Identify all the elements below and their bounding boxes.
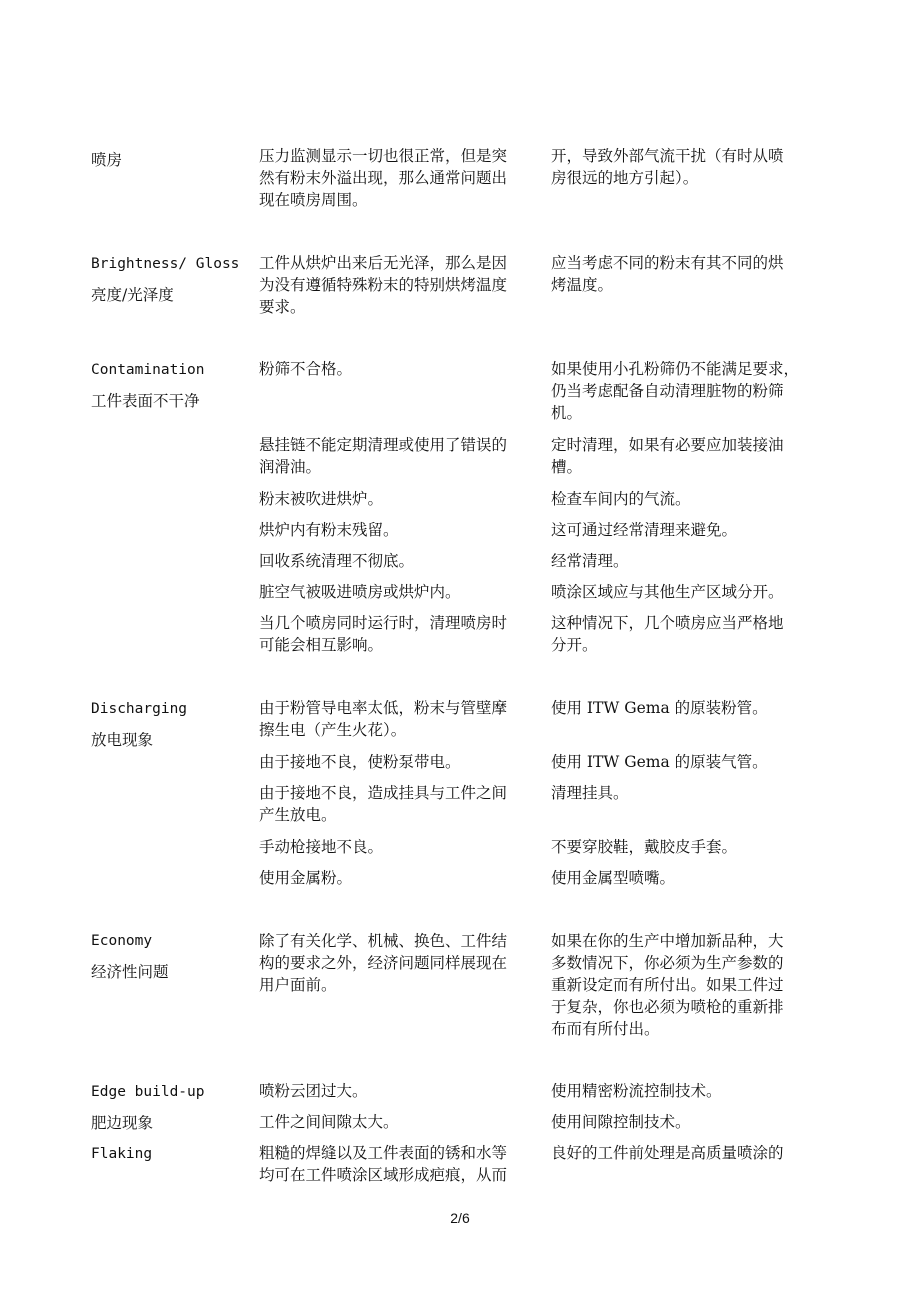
row-0-label: 喷房	[91, 151, 123, 169]
row-9-cause-line-1: 由于粉管导电率太低，粉末与管壁摩	[259, 699, 508, 717]
row-17-label-en: Flaking	[91, 1146, 153, 1162]
row-15-remedy: 使用精密粉流控制技术。	[551, 1082, 722, 1100]
row-14-label-cn: 经济性问题	[91, 963, 169, 981]
row-12-remedy: 不要穿胶鞋，戴胶皮手套。	[551, 838, 738, 856]
row-9-label-cn: 放电现象	[91, 731, 154, 749]
row-17-cause-line-2: 均可在工件喷涂区域形成疤痕，从而	[259, 1166, 508, 1184]
row-2-cause-line-1: 粉筛不合格。	[259, 360, 353, 378]
row-7-remedy: 喷涂区域应与其他生产区域分开。	[551, 583, 784, 601]
row-16-label-cn: 肥边现象	[91, 1114, 154, 1132]
row-16-cause: 工件之间间隙太大。	[259, 1113, 399, 1131]
row-14-remedy-line-5: 布而有所付出。	[551, 1020, 660, 1038]
row-0-cause-line-1: 压力监测显示一切也很正常，但是突	[259, 147, 508, 165]
row-9-remedy: 使用 ITW Gema 的原装粉管。	[551, 699, 768, 717]
row-17-remedy-line-1: 良好的工件前处理是高质量喷涂的	[551, 1144, 784, 1162]
row-6-cause: 回收系统清理不彻底。	[259, 552, 415, 570]
row-8-cause-line-2: 可能会相互影响。	[259, 636, 384, 654]
row-10-remedy: 使用 ITW Gema 的原装气管。	[551, 753, 768, 771]
row-0-remedy-line-1: 开，导致外部气流干扰（有时从喷	[551, 147, 784, 165]
row-3-cause-line-1: 悬挂链不能定期清理或使用了错误的	[259, 436, 508, 454]
row-11-remedy: 清理挂具。	[551, 784, 629, 802]
row-4-remedy: 检查车间内的气流。	[551, 490, 691, 508]
row-3-cause-line-2: 润滑油。	[259, 458, 322, 476]
row-14-remedy-line-2: 多数情况下，你必须为生产参数的	[551, 954, 784, 972]
row-2-remedy-line-1: 如果使用小孔粉筛仍不能满足要求，	[551, 360, 800, 378]
row-17-cause-line-1: 粗糙的焊缝以及工件表面的锈和水等	[259, 1144, 508, 1162]
row-16-remedy: 使用间隙控制技术。	[551, 1113, 691, 1131]
row-1-remedy-line-1: 应当考虑不同的粉末有其不同的烘	[551, 254, 784, 272]
row-5-cause: 烘炉内有粉末残留。	[259, 521, 399, 539]
row-8-remedy-line-2: 分开。	[551, 636, 598, 654]
row-1-cause-line-1: 工件从烘炉出来后无光泽，那么是因	[259, 254, 508, 272]
row-14-label-en: Economy	[91, 933, 153, 949]
row-5-remedy: 这可通过经常清理来避免。	[551, 521, 738, 539]
row-13-cause: 使用金属粉。	[259, 869, 353, 887]
row-12-cause: 手动枪接地不良。	[259, 838, 384, 856]
row-14-remedy-line-4: 于复杂，你也必须为喷枪的重新排	[551, 998, 784, 1016]
row-2-remedy-line-3: 机。	[551, 404, 583, 422]
row-11-cause-line-2: 产生放电。	[259, 806, 337, 824]
row-7-cause: 脏空气被吸进喷房或烘炉内。	[259, 583, 461, 601]
row-1-label-cn: 亮度/光泽度	[91, 286, 174, 304]
row-9-cause-line-2: 擦生电（产生火花）。	[259, 721, 407, 739]
row-4-cause: 粉末被吹进烘炉。	[259, 490, 384, 508]
row-1-remedy-line-2: 烤温度。	[551, 276, 614, 294]
row-13-remedy: 使用金属型喷嘴。	[551, 869, 676, 887]
row-14-remedy-line-1: 如果在你的生产中增加新品种，大	[551, 932, 784, 950]
row-14-cause-line-3: 用户面前。	[259, 976, 337, 994]
row-0-cause-line-3: 现在喷房周围。	[259, 191, 368, 209]
row-10-cause: 由于接地不良，使粉泵带电。	[259, 753, 461, 771]
row-9-label-en: Discharging	[91, 701, 188, 717]
row-3-remedy-line-2: 槽。	[551, 458, 583, 476]
row-14-cause-line-1: 除了有关化学、机械、换色、工件结	[259, 932, 508, 950]
row-3-remedy-line-1: 定时清理，如果有必要应加装接油	[551, 436, 784, 454]
row-6-remedy: 经常清理。	[551, 552, 629, 570]
row-2-label-en: Contamination	[91, 362, 205, 378]
row-8-remedy-line-1: 这种情况下，几个喷房应当严格地	[551, 614, 784, 632]
row-2-label-cn: 工件表面不干净	[91, 392, 200, 410]
row-1-label-en: Brightness/ Gloss	[91, 256, 240, 272]
row-15-label-en: Edge build-up	[91, 1084, 205, 1100]
row-1-cause-line-3: 要求。	[259, 298, 306, 316]
row-15-cause: 喷粉云团过大。	[259, 1082, 368, 1100]
row-0-remedy-line-2: 房很远的地方引起）。	[551, 169, 699, 187]
row-14-remedy-line-3: 重新设定而有所付出。如果工件过	[551, 976, 784, 994]
row-1-cause-line-2: 为没有遵循特殊粉末的特别烘烤温度	[259, 276, 508, 294]
row-11-cause-line-1: 由于接地不良，造成挂具与工件之间	[259, 784, 508, 802]
row-0-cause-line-2: 然有粉末外溢出现，那么通常问题出	[259, 169, 508, 187]
row-8-cause-line-1: 当几个喷房同时运行时，清理喷房时	[259, 614, 508, 632]
row-2-remedy-line-2: 仍当考虑配备自动清理脏物的粉筛	[551, 382, 784, 400]
page-number: 2/6	[450, 1210, 470, 1226]
row-14-cause-line-2: 构的要求之外，经济问题同样展现在	[259, 954, 508, 972]
